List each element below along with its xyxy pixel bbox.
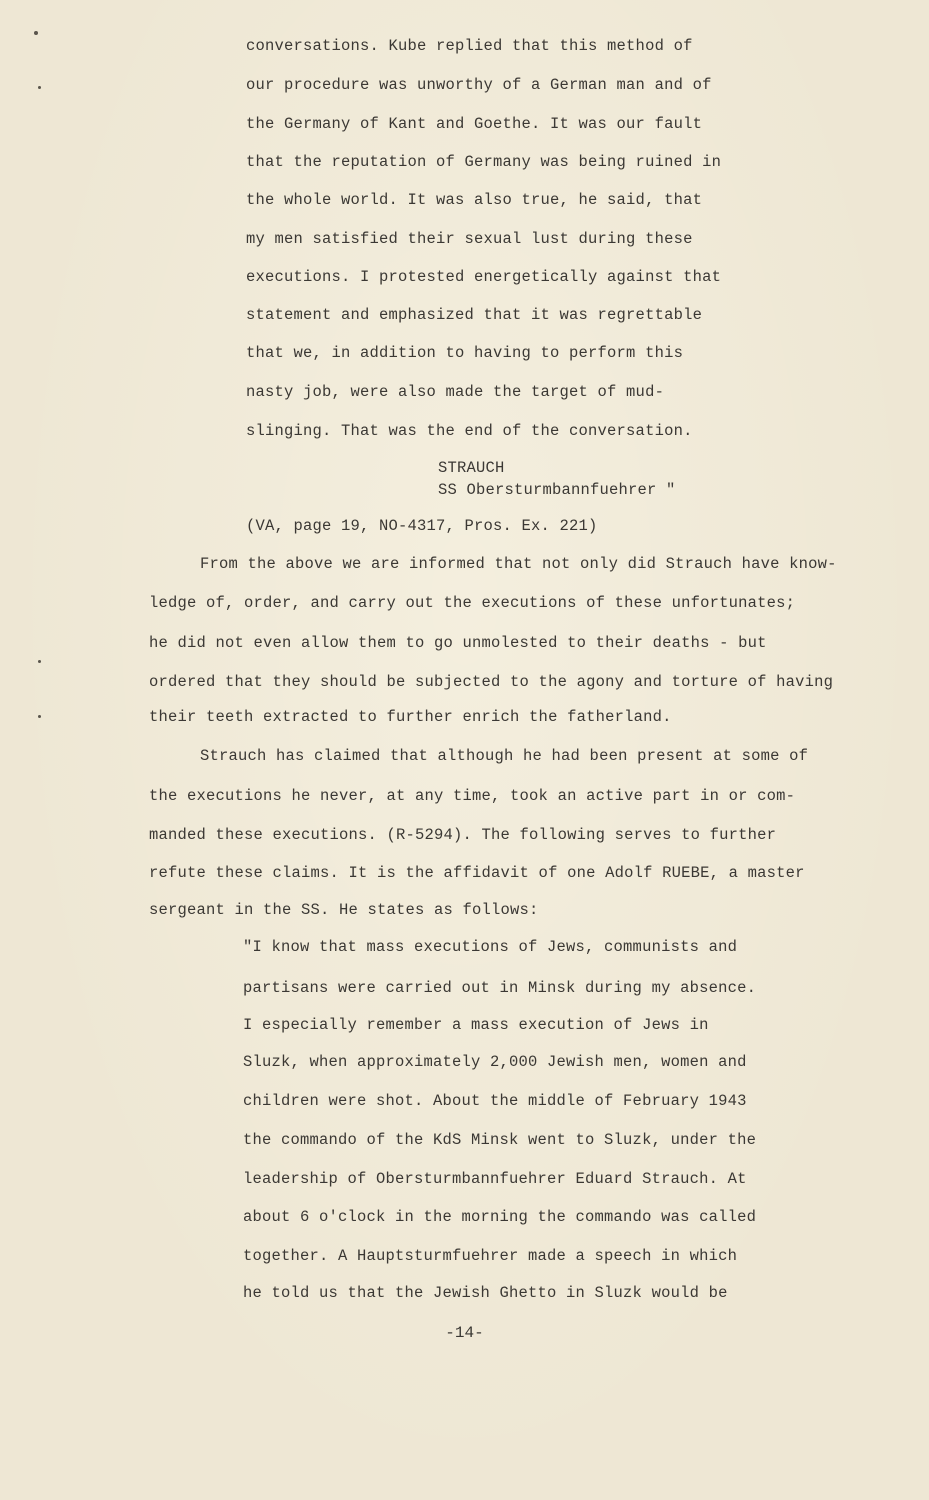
margin-mark bbox=[38, 715, 41, 718]
text-line: the Germany of Kant and Goethe. It was our fault bbox=[246, 115, 703, 133]
text-line: ordered that they should be subjected to the agony and torture of having bbox=[149, 673, 834, 691]
text-line: the whole world. It was also true, he said, that bbox=[246, 191, 703, 209]
citation: (VA, page 19, NO-4317, Pros. Ex. 221) bbox=[246, 517, 598, 535]
text-line: "I know that mass executions of Jews, communists and bbox=[243, 938, 738, 956]
text-line: partisans were carried out in Minsk during my absence. bbox=[243, 979, 757, 997]
text-line: Sluzk, when approximately 2,000 Jewish men, women and bbox=[243, 1053, 747, 1071]
text-line: their teeth extracted to further enrich the fatherland. bbox=[149, 708, 672, 726]
text-line: our procedure was unworthy of a German man and of bbox=[246, 76, 712, 94]
text-line: about 6 o'clock in the morning the commando was called bbox=[243, 1208, 757, 1226]
text-line: ledge of, order, and carry out the executions of these unfortunates; bbox=[149, 594, 796, 612]
text-line: refute these claims. It is the affidavit of one Adolf RUEBE, a master bbox=[149, 864, 805, 882]
signature-name: STRAUCH bbox=[438, 459, 505, 477]
text-line: manded these executions. (R-5294). The following serves to further bbox=[149, 826, 777, 844]
text-line: slinging. That was the end of the conversation. bbox=[246, 422, 693, 440]
text-line: Strauch has claimed that although he had been present at some of bbox=[200, 747, 809, 765]
text-line: conversations. Kube replied that this method of bbox=[246, 37, 693, 55]
page-number: -14- bbox=[445, 1324, 484, 1342]
text-line: sergeant in the SS. He states as follows: bbox=[149, 901, 539, 919]
text-line: executions. I protested energetically against that bbox=[246, 268, 722, 286]
signature-title: SS Obersturmbannfuehrer " bbox=[438, 481, 676, 499]
text-line: From the above we are informed that not only did Strauch have know- bbox=[200, 555, 837, 573]
text-line: I especially remember a mass execution of Jews in bbox=[243, 1016, 709, 1034]
text-line: the executions he never, at any time, took an active part in or com- bbox=[149, 787, 796, 805]
text-line: statement and emphasized that it was regrettable bbox=[246, 306, 703, 324]
text-line: leadership of Obersturmbannfuehrer Eduard Strauch. At bbox=[243, 1170, 747, 1188]
text-line: that we, in addition to having to perform this bbox=[246, 344, 684, 362]
text-line: he told us that the Jewish Ghetto in Sluzk would be bbox=[243, 1284, 728, 1302]
text-line: nasty job, were also made the target of mud- bbox=[246, 383, 665, 401]
margin-mark bbox=[34, 31, 38, 35]
text-line: children were shot. About the middle of February 1943 bbox=[243, 1092, 747, 1110]
text-line: that the reputation of Germany was being ruined in bbox=[246, 153, 722, 171]
margin-mark bbox=[38, 86, 41, 89]
margin-mark bbox=[38, 660, 41, 663]
text-line: the commando of the KdS Minsk went to Sluzk, under the bbox=[243, 1131, 757, 1149]
text-line: he did not even allow them to go unmolested to their deaths - but bbox=[149, 634, 767, 652]
text-line: my men satisfied their sexual lust during these bbox=[246, 230, 693, 248]
text-line: together. A Hauptsturmfuehrer made a speech in which bbox=[243, 1247, 738, 1265]
